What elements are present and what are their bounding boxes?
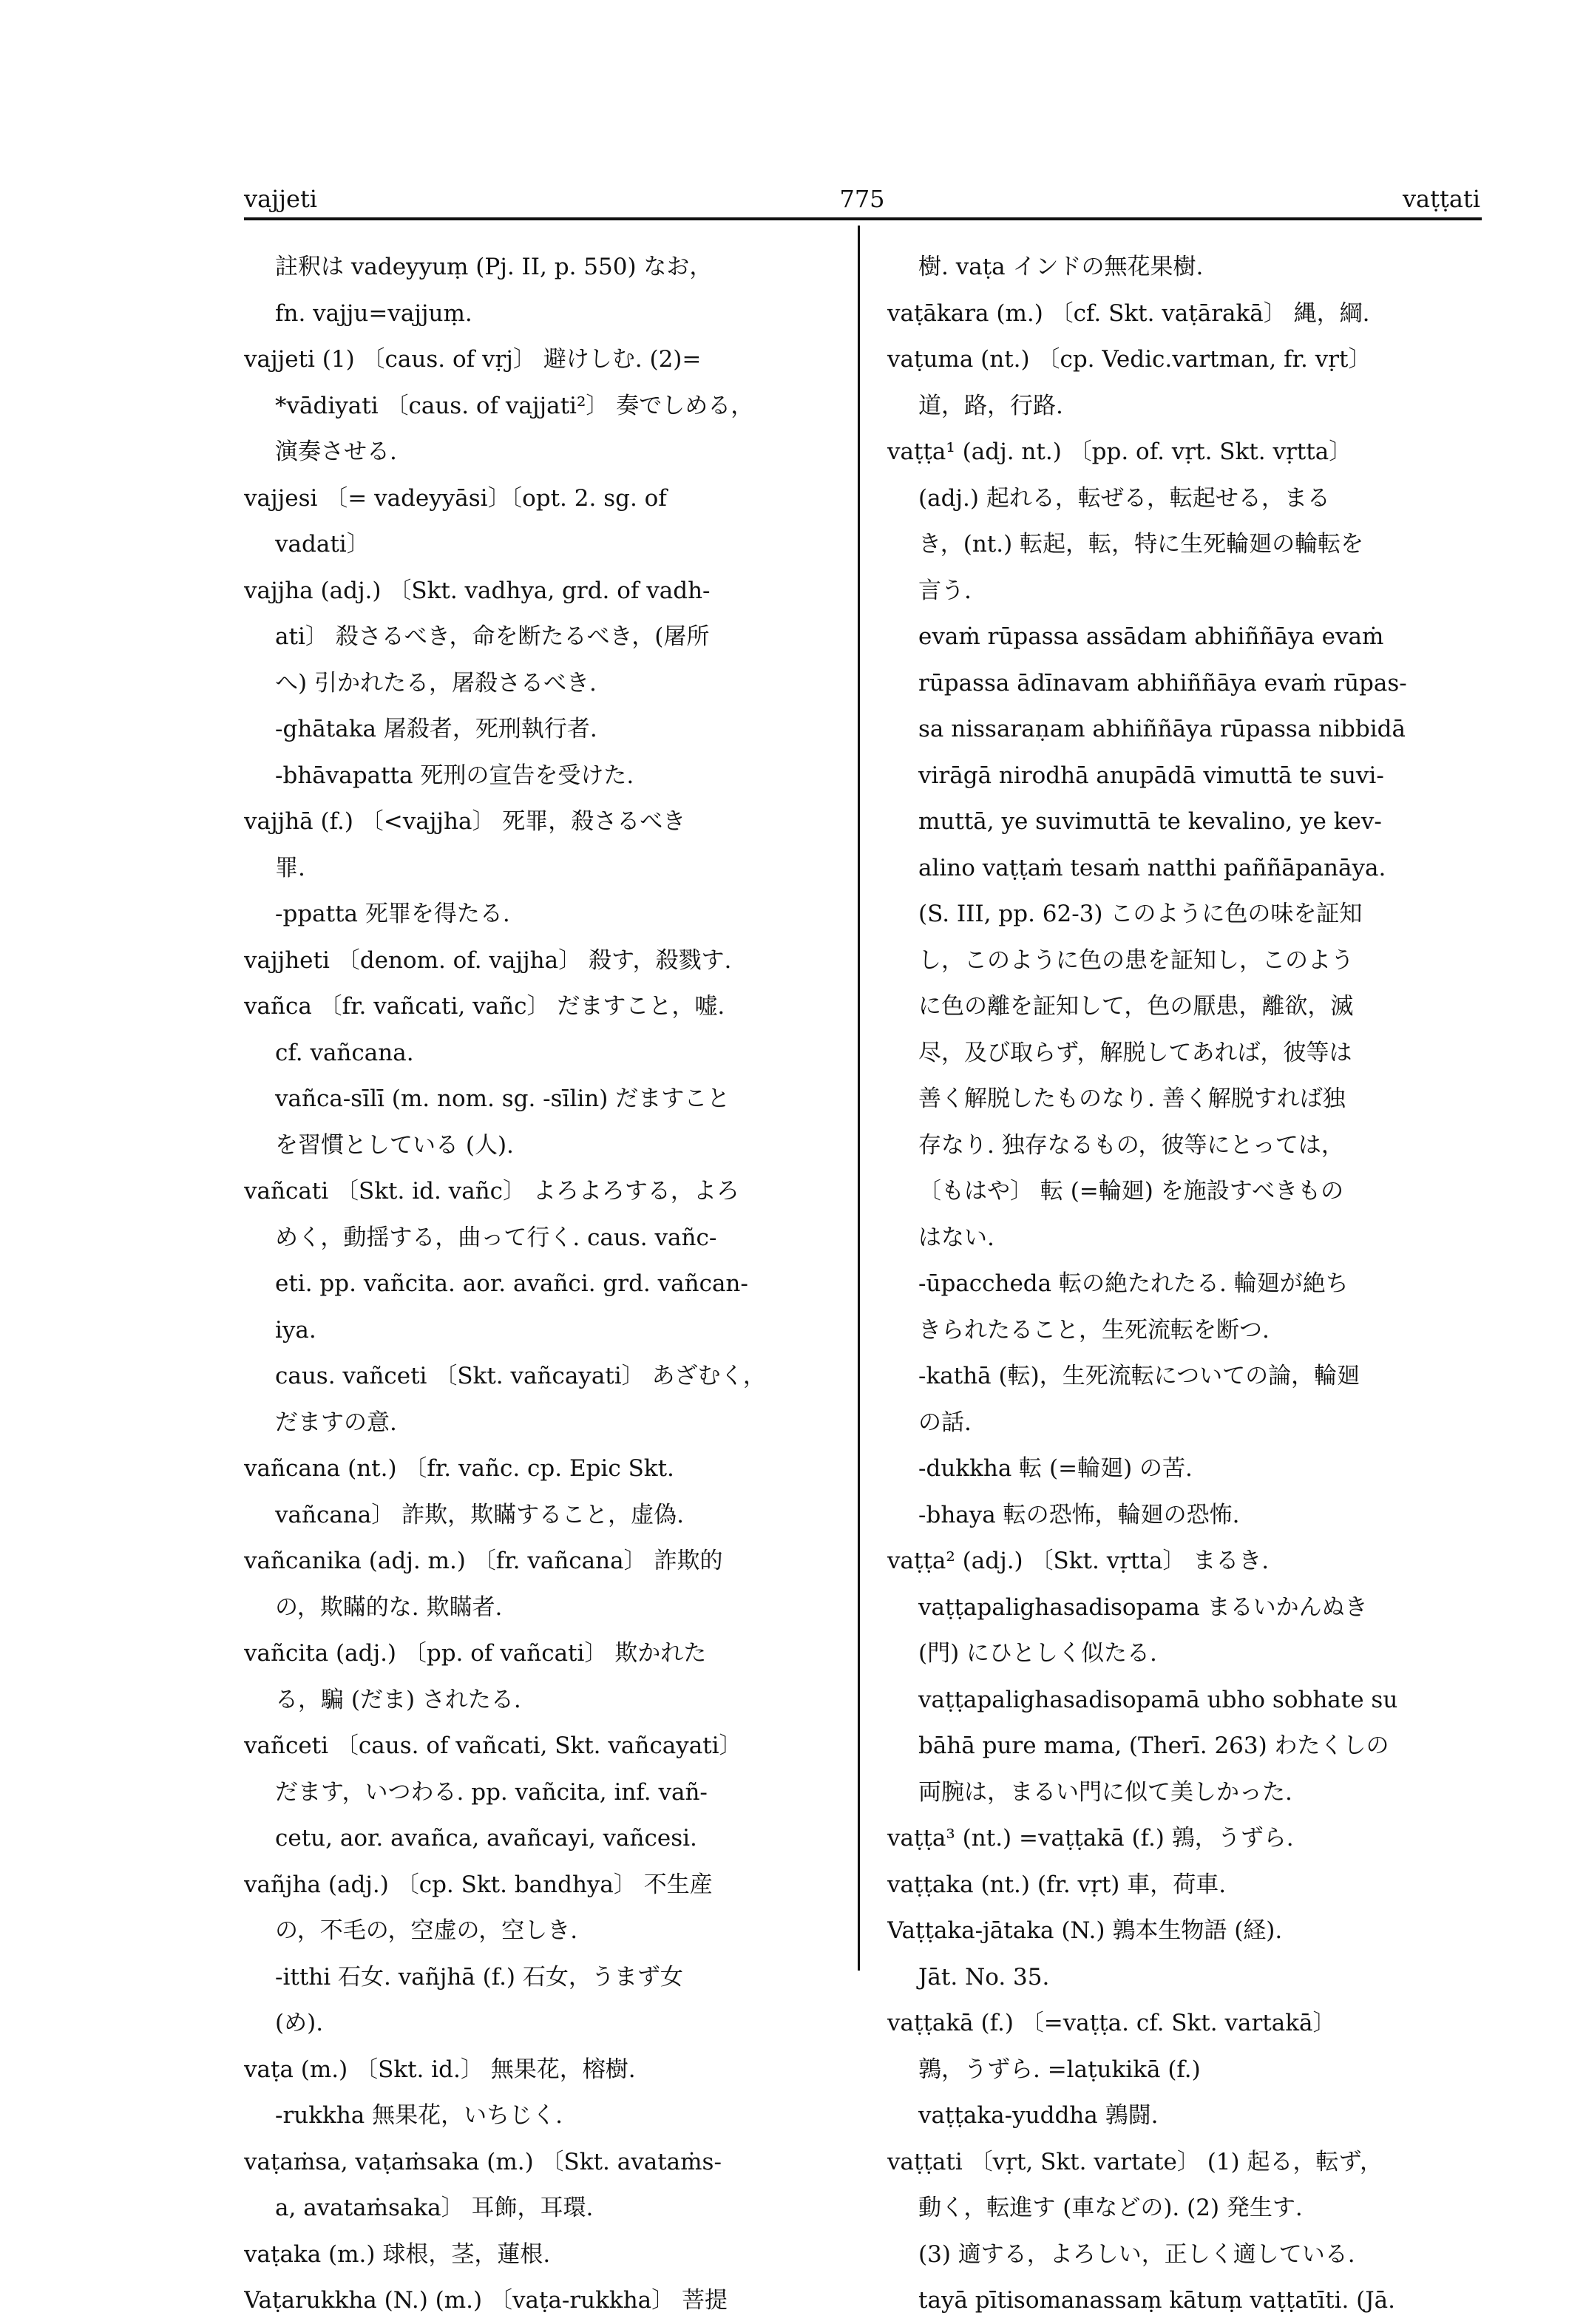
- entry-line: cetu, aor. avañca, avañcayi, vañcesi.: [275, 1825, 697, 1852]
- entry-line: sa nissaraṇam abhiññāya rūpassa nibbidā: [918, 716, 1406, 742]
- entry-line: tayā pītisomanassaṃ kātuṃ vaṭṭatīti. (Jā.: [918, 2287, 1396, 2314]
- entry-line: -itthi 石女. vañjhā (f.) 石女，うまず女: [275, 1963, 683, 1991]
- headword-line: vaṭṭa³ (nt.) =vaṭṭakā (f.) 鶉，うずら.: [887, 1825, 1294, 1852]
- entry-line: *vādiyati 〔caus. of vajjati²〕 奏でしめる，: [275, 392, 754, 419]
- entry-line: -bhaya 転の恐怖，輪廻の恐怖.: [918, 1501, 1240, 1528]
- entry-line: 両腕は，まるい門に似て美しかった.: [918, 1778, 1292, 1806]
- entry-line: -rukkha 無果花，いちじく.: [275, 2102, 563, 2129]
- left-column: [244, 244, 836, 2324]
- entry-line: を習慣としている (人).: [275, 1131, 514, 1159]
- entry-line: 尽，及び取らず，解脱してあれば，彼等は: [918, 1039, 1352, 1066]
- header-rule: [244, 217, 1482, 220]
- entry-line: 言う.: [918, 577, 972, 604]
- entry-line: muttā, ye suvimuttā te kevalino, ye kev-: [918, 808, 1382, 835]
- headword-line: vaṭṭa² (adj.) 〔Skt. vṛtta〕 まるき.: [887, 1548, 1270, 1574]
- headword-line: vajjeti (1) 〔caus. of vṛj〕 避けしむ. (2)=: [244, 346, 702, 373]
- headword-line: vaṭṭati 〔vṛt, Skt. vartate〕 (1) 起る，転ず，: [887, 2148, 1383, 2175]
- header-right-guideword: vaṭṭati: [1402, 185, 1480, 213]
- entry-line: -bhāvapatta 死刑の宣告を受けた.: [275, 762, 634, 789]
- headword-line: Vaṭarukkha (N.) (m.) 〔vaṭa-rukkha〕 菩提: [244, 2287, 728, 2314]
- headword-line: vajjhā (f.) 〔<vajjha〕 死罪，殺さるべき: [244, 808, 686, 835]
- entry-line: a, avataṁsaka〕 耳飾，耳環.: [275, 2195, 594, 2221]
- entry-line: bāhā pure mama, (Therī. 263) わたくしの: [918, 1732, 1389, 1759]
- entry-line: -dukkha 転 (=輪廻) の苦.: [918, 1455, 1193, 1482]
- headword-line: vañcati 〔Skt. id. vañc〕 よろよろする，よろ: [244, 1178, 739, 1205]
- entry-line: し，このように色の患を証知し，このよう: [918, 946, 1354, 974]
- headword-line: vañcanika (adj. m.) 〔fr. vañcana〕 詐欺的: [244, 1548, 723, 1574]
- headword-line: vaṭuma (nt.) 〔cp. Vedic.vartman, fr. vṛt〕: [887, 346, 1372, 373]
- entry-line: 存なり. 独存なるもの，彼等にとっては，: [918, 1131, 1344, 1159]
- entry-line: vañcana〕 詐欺，欺瞞すること，虚偽.: [275, 1501, 684, 1528]
- entry-line: fn. vajju=vajjuṃ.: [275, 299, 472, 327]
- entry-line: (め).: [275, 2010, 324, 2036]
- headword-line: vañcana (nt.) 〔fr. vañc. cp. Epic Skt.: [244, 1455, 674, 1482]
- entry-line: alino vaṭṭaṁ tesaṁ natthi paññāpanāya.: [918, 854, 1386, 881]
- entry-line: (S. III, pp. 62-3) このように色の味を証知: [918, 901, 1363, 927]
- entry-line: の話.: [918, 1409, 972, 1436]
- entry-line: caus. vañceti 〔Skt. vañcayati〕 あざむく，: [275, 1363, 766, 1389]
- headword-line: vaṭaka (m.) 球根，茎，蓮根.: [244, 2240, 551, 2268]
- entry-line: 註釈は vadeyyuṃ (Pj. II, p. 550) なお，: [275, 254, 713, 280]
- entry-line: へ) 引かれたる，屠殺さるべき.: [275, 669, 597, 697]
- entry-line: vaṭṭaka-yuddha 鶉闘.: [918, 2102, 1159, 2129]
- entry-line: eti. pp. vañcita. aor. avañci. grd. vañcan-: [275, 1270, 748, 1297]
- entry-line: はない.: [918, 1224, 994, 1251]
- page-number: 775: [839, 185, 885, 213]
- entry-line: の，不毛の，空虚の，空しき.: [275, 1917, 578, 1944]
- entry-line: Jāt. No. 35.: [918, 1963, 1050, 1991]
- headword-line: Vaṭṭaka-jātaka (N.) 鶉本生物語 (経).: [887, 1917, 1283, 1944]
- headword-line: vaṭṭa¹ (adj. nt.) 〔pp. of. vṛt. Skt. vṛtta〕: [887, 438, 1352, 465]
- entry-line: -kathā (転)，生死流転についての論，輪廻: [918, 1363, 1360, 1389]
- entry-line: (門) にひとしく似たる.: [918, 1640, 1157, 1667]
- entry-line: iya.: [275, 1316, 316, 1344]
- running-header: [244, 185, 1480, 222]
- entry-line: vadati〕: [275, 531, 370, 558]
- header-left-guideword: vajjeti: [244, 185, 318, 213]
- entry-line: rūpassa ādīnavam abhiññāya evaṁ rūpas-: [918, 669, 1407, 697]
- entry-line: 〔もはや〕 転 (=輪廻) を施設すべきもの: [918, 1178, 1344, 1205]
- column-divider: [858, 226, 860, 1971]
- headword-line: vajjheti 〔denom. of. vajjha〕 殺す，殺戮す.: [244, 946, 732, 974]
- headword-line: vaṭṭakā (f.) 〔=vaṭṭa. cf. Skt. vartakā〕: [887, 2010, 1336, 2036]
- entry-line: き，(nt.) 転起，転，特に生死輪廻の輪転を: [918, 531, 1364, 558]
- entry-line: cf. vañcana.: [275, 1039, 414, 1066]
- headword-line: vañcita (adj.) 〔pp. of vañcati〕 欺かれた: [244, 1640, 707, 1667]
- headword-line: vajjha (adj.) 〔Skt. vadhya, grd. of vadh-: [244, 577, 711, 604]
- entry-line: virāgā nirodhā anupādā vimuttā te suvi-: [918, 762, 1384, 789]
- entry-line: -ūpaccheda 転の絶たれたる. 輪廻が絶ち: [918, 1270, 1349, 1297]
- headword-line: vaṭākara (m.) 〔cf. Skt. vaṭārakā〕 縄，綱.: [887, 299, 1370, 327]
- entry-line: に色の離を証知して，色の厭患，離欲，滅: [918, 993, 1354, 1020]
- entry-line: 動く，転進す (車などの). (2) 発生す.: [918, 2195, 1303, 2221]
- entry-line: きられたること，生死流転を断つ.: [918, 1316, 1270, 1344]
- entry-line: 樹. vaṭa インドの無花果樹.: [918, 254, 1204, 280]
- entry-line: だます，いつわる. pp. vañcita, inf. vañ-: [275, 1778, 708, 1806]
- entry-line: 鶉，うずら. =laṭukikā (f.): [918, 2056, 1201, 2083]
- entry-line: の，欺瞞的な. 欺瞞者.: [275, 1593, 503, 1621]
- entry-line: だますの意.: [275, 1409, 397, 1436]
- entry-line: vaṭṭapalighasadisopama まるいかんぬき: [918, 1593, 1368, 1621]
- headword-line: vaṭṭaka (nt.) (fr. vṛt) 車，荷車.: [887, 1871, 1227, 1898]
- entry-line: evaṁ rūpassa assādam abhiññāya evaṁ: [918, 623, 1384, 650]
- entry-line: る，騙 (だま) されたる.: [275, 1686, 521, 1713]
- entry-line: vaṭṭapalighasadisopamā ubho sobhate su: [918, 1686, 1398, 1713]
- entry-line: (adj.) 起れる，転ぜる，転起せる，まる: [918, 484, 1330, 512]
- entry-line: めく，動揺する，曲って行く. caus. vañc-: [275, 1224, 717, 1251]
- entry-line: (3) 適する，よろしい，正しく適している.: [918, 2240, 1355, 2268]
- headword-line: vañca 〔fr. vañcati, vañc〕 だますこと，嘘.: [244, 993, 725, 1020]
- headword-line: vajjesi 〔= vadeyyāsi〕〔opt. 2. sg. of: [244, 484, 667, 512]
- entry-line: -ghātaka 屠殺者，死刑執行者.: [275, 716, 597, 742]
- right-column: [887, 244, 1482, 2324]
- entry-line: 道，路，行路.: [918, 392, 1063, 419]
- headword-line: vaṭaṁsa, vaṭaṁsaka (m.) 〔Skt. avataṁs-: [244, 2148, 722, 2175]
- entry-line: 善く解脱したものなり. 善く解脱すれば独: [918, 1085, 1346, 1112]
- entry-line: 罪.: [275, 854, 305, 881]
- headword-line: vañjha (adj.) 〔cp. Skt. bandhya〕 不生産: [244, 1871, 713, 1898]
- headword-line: vañceti 〔caus. of vañcati, Skt. vañcayati〕: [244, 1732, 742, 1759]
- entry-line: 演奏させる.: [275, 438, 397, 465]
- entry-line: vañca-sīlī (m. nom. sg. -sīlin) だますこと: [275, 1085, 731, 1112]
- headword-line: vaṭa (m.) 〔Skt. id.〕 無果花，榕樹.: [244, 2056, 636, 2083]
- entry-line: -ppatta 死罪を得たる.: [275, 901, 510, 927]
- entry-line: ati〕 殺さるべき，命を断たるべき，(屠所: [275, 623, 710, 650]
